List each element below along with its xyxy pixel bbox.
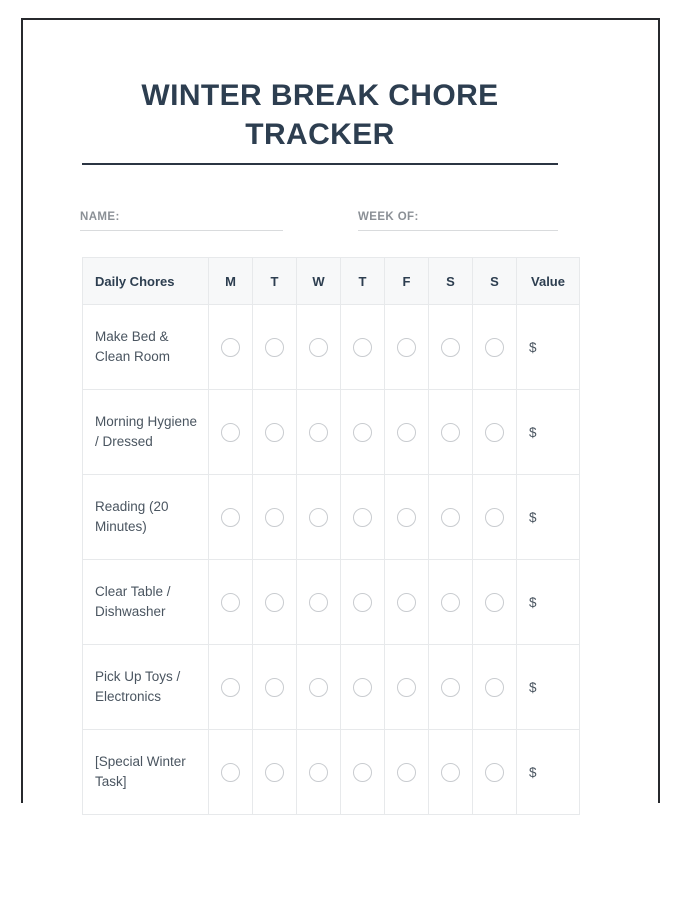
checkbox-circle-icon[interactable] xyxy=(353,763,372,782)
chore-day-cell[interactable] xyxy=(473,390,517,475)
chore-day-cell[interactable] xyxy=(341,305,385,390)
checkbox-circle-icon[interactable] xyxy=(221,338,240,357)
chore-name-cell: Morning Hygiene / Dressed xyxy=(83,390,209,475)
page-title-block xyxy=(82,76,558,154)
checkbox-circle-icon[interactable] xyxy=(221,508,240,527)
chore-day-cell[interactable] xyxy=(429,390,473,475)
chore-day-cell[interactable] xyxy=(429,475,473,560)
chore-day-cell[interactable] xyxy=(253,730,297,815)
checkbox-circle-icon[interactable] xyxy=(485,593,504,612)
chore-day-cell[interactable] xyxy=(429,305,473,390)
chore-day-cell[interactable] xyxy=(341,560,385,645)
name-field-label: NAME: xyxy=(80,211,120,223)
chore-day-cell[interactable] xyxy=(209,645,253,730)
table-row xyxy=(83,730,580,815)
chore-day-cell[interactable] xyxy=(429,560,473,645)
checkbox-circle-icon[interactable] xyxy=(265,678,284,697)
column-header-daily-chores: Daily Chores xyxy=(83,258,209,305)
checkbox-circle-icon[interactable] xyxy=(485,338,504,357)
chore-day-cell[interactable] xyxy=(385,645,429,730)
chore-value-cell[interactable]: $ xyxy=(517,390,580,475)
chore-day-cell[interactable] xyxy=(209,390,253,475)
checkbox-circle-icon[interactable] xyxy=(309,508,328,527)
table-row xyxy=(83,390,580,475)
page-title: WINTER BREAK CHORE TRACKER xyxy=(141,79,499,151)
chore-value-cell[interactable]: $ xyxy=(517,475,580,560)
column-header-day-saturday: S xyxy=(429,258,473,305)
checkbox-circle-icon[interactable] xyxy=(353,678,372,697)
chore-name-cell: Reading (20 Minutes) xyxy=(83,475,209,560)
checkbox-circle-icon[interactable] xyxy=(485,763,504,782)
checkbox-circle-icon[interactable] xyxy=(397,678,416,697)
column-header-day-monday: M xyxy=(209,258,253,305)
column-header-day-friday: F xyxy=(385,258,429,305)
name-field[interactable] xyxy=(80,207,283,231)
checkbox-circle-icon[interactable] xyxy=(441,338,460,357)
chore-day-cell[interactable] xyxy=(341,475,385,560)
chore-day-cell[interactable] xyxy=(209,560,253,645)
chore-day-cell[interactable] xyxy=(341,390,385,475)
chore-value-cell[interactable]: $ xyxy=(517,730,580,815)
chore-day-cell[interactable] xyxy=(473,645,517,730)
column-header-day-tuesday: T xyxy=(253,258,297,305)
checkbox-circle-icon[interactable] xyxy=(309,678,328,697)
table-header xyxy=(83,258,580,305)
checkbox-circle-icon[interactable] xyxy=(221,593,240,612)
chore-day-cell[interactable] xyxy=(473,475,517,560)
checkbox-circle-icon[interactable] xyxy=(397,763,416,782)
checkbox-circle-icon[interactable] xyxy=(397,338,416,357)
chore-value-cell[interactable]: $ xyxy=(517,560,580,645)
form-fields-row xyxy=(80,203,558,231)
chore-day-cell[interactable] xyxy=(473,560,517,645)
checkbox-circle-icon[interactable] xyxy=(441,593,460,612)
chore-day-cell[interactable] xyxy=(473,305,517,390)
chore-day-cell[interactable] xyxy=(385,475,429,560)
column-header-day-wednesday: W xyxy=(297,258,341,305)
checkbox-circle-icon[interactable] xyxy=(485,423,504,442)
chore-day-cell[interactable] xyxy=(385,730,429,815)
checkbox-circle-icon[interactable] xyxy=(309,423,328,442)
chore-day-cell[interactable] xyxy=(385,305,429,390)
table-row xyxy=(83,305,580,390)
table-row xyxy=(83,475,580,560)
chore-day-cell[interactable] xyxy=(341,645,385,730)
checkbox-circle-icon[interactable] xyxy=(221,678,240,697)
chore-day-cell[interactable] xyxy=(297,305,341,390)
checkbox-circle-icon[interactable] xyxy=(353,338,372,357)
checkbox-circle-icon[interactable] xyxy=(353,508,372,527)
chore-day-cell[interactable] xyxy=(253,645,297,730)
checkbox-circle-icon[interactable] xyxy=(221,763,240,782)
checkbox-circle-icon[interactable] xyxy=(309,763,328,782)
chore-day-cell[interactable] xyxy=(385,560,429,645)
chore-day-cell[interactable] xyxy=(253,560,297,645)
chore-day-cell[interactable] xyxy=(209,305,253,390)
week-of-field-label: WEEK OF: xyxy=(358,211,419,223)
checkbox-circle-icon[interactable] xyxy=(265,508,284,527)
chore-day-cell[interactable] xyxy=(385,390,429,475)
column-header-day-thursday: T xyxy=(341,258,385,305)
chore-value-cell[interactable]: $ xyxy=(517,645,580,730)
checkbox-circle-icon[interactable] xyxy=(309,338,328,357)
checkbox-circle-icon[interactable] xyxy=(485,508,504,527)
column-header-value: Value xyxy=(517,258,580,305)
checkbox-circle-icon[interactable] xyxy=(485,678,504,697)
chore-day-cell[interactable] xyxy=(341,730,385,815)
chore-day-cell[interactable] xyxy=(429,730,473,815)
chore-name-cell: [Special Winter Task] xyxy=(83,730,209,815)
chore-day-cell[interactable] xyxy=(297,645,341,730)
chore-day-cell[interactable] xyxy=(209,730,253,815)
chore-tracker-table xyxy=(82,257,580,815)
checkbox-circle-icon[interactable] xyxy=(397,508,416,527)
chore-day-cell[interactable] xyxy=(253,475,297,560)
week-of-field[interactable] xyxy=(358,207,558,231)
checkbox-circle-icon[interactable] xyxy=(265,338,284,357)
chore-value-cell[interactable]: $ xyxy=(517,305,580,390)
checkbox-circle-icon[interactable] xyxy=(441,763,460,782)
chore-day-cell[interactable] xyxy=(297,730,341,815)
title-divider xyxy=(82,163,558,165)
chore-name-cell: Clear Table / Dishwasher xyxy=(83,560,209,645)
chore-day-cell[interactable] xyxy=(297,390,341,475)
table-body xyxy=(83,305,580,815)
checkbox-circle-icon[interactable] xyxy=(265,423,284,442)
checkbox-circle-icon[interactable] xyxy=(441,423,460,442)
chore-day-cell[interactable] xyxy=(253,305,297,390)
chore-name-cell: Pick Up Toys / Electronics xyxy=(83,645,209,730)
checkbox-circle-icon[interactable] xyxy=(265,763,284,782)
checkbox-circle-icon[interactable] xyxy=(397,423,416,442)
chore-name-cell: Make Bed & Clean Room xyxy=(83,305,209,390)
checkbox-circle-icon[interactable] xyxy=(265,593,284,612)
chore-day-cell[interactable] xyxy=(297,475,341,560)
checkbox-circle-icon[interactable] xyxy=(441,508,460,527)
checkbox-circle-icon[interactable] xyxy=(441,678,460,697)
chore-day-cell[interactable] xyxy=(429,645,473,730)
checkbox-circle-icon[interactable] xyxy=(309,593,328,612)
checkbox-circle-icon[interactable] xyxy=(353,593,372,612)
chore-day-cell[interactable] xyxy=(297,560,341,645)
column-header-day-sunday: S xyxy=(473,258,517,305)
checkbox-circle-icon[interactable] xyxy=(397,593,416,612)
table-header-row xyxy=(83,258,580,305)
chore-day-cell[interactable] xyxy=(253,390,297,475)
checkbox-circle-icon[interactable] xyxy=(221,423,240,442)
table-row xyxy=(83,560,580,645)
table-row xyxy=(83,645,580,730)
chore-day-cell[interactable] xyxy=(473,730,517,815)
chore-day-cell[interactable] xyxy=(209,475,253,560)
checkbox-circle-icon[interactable] xyxy=(353,423,372,442)
